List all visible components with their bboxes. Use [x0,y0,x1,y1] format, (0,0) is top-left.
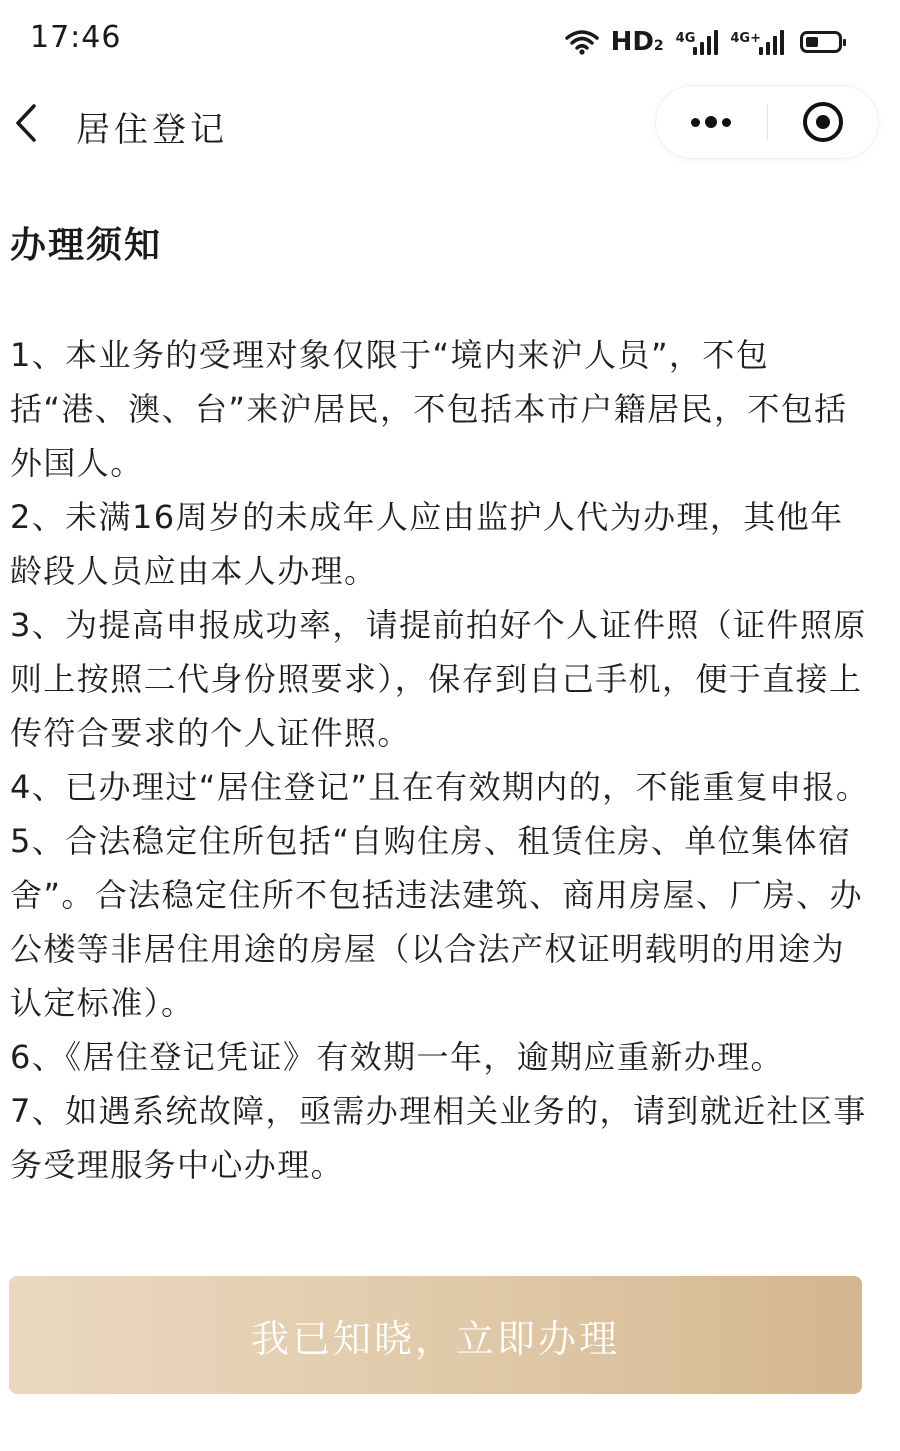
mini-program-capsule [656,86,878,158]
notice-item: 1、本业务的受理对象仅限于“境内来沪人员”，不包括“港、澳、台”来沪居民，不包括本市户籍居民，不包括外国人。 [10,336,848,482]
notice-item: 2、未满16周岁的未成年人应由监护人代为办理，其他年龄段人员应由本人办理。 [10,498,844,590]
back-button[interactable] [4,98,48,148]
status-icons [565,22,842,62]
signal-4g-plus: 4G+ [730,29,784,55]
more-button[interactable] [656,86,766,158]
nav-bar [0,84,900,164]
wifi-icon [565,29,599,55]
hd-indicator: HD2 [610,27,664,57]
signal-bars-icon [693,29,718,55]
close-mini-program-button[interactable] [768,86,878,158]
notice-item: 3、为提高申报成功率，请提前拍好个人证件照（证件照原则上按照二代身份照要求），保存到自己手机，便于直接上传符合要求的个人证件照。 [10,606,867,752]
notice-item: 4、已办理过“居住登记”且在有效期内的，不能重复申报。 [10,768,870,806]
notice-item: 6、《居住登记凭证》有效期一年，逾期应重新办理。 [10,1038,784,1076]
signal-bars-icon [759,29,784,55]
status-bar [0,0,900,84]
status-time: 17:46 [30,20,122,55]
target-circle-icon [803,102,843,142]
notice-item: 7、如遇系统故障，亟需办理相关业务的，请到就近社区事务受理服务中心办理。 [10,1092,867,1184]
page-title: 居住登记 [76,110,228,150]
notice-list [10,328,870,1192]
battery-icon [800,31,842,53]
notice-item: 5、合法稳定住所包括“自购住房、租赁住房、单位集体宿舍”。合法稳定住所不包括违法建筑、商用房屋、厂房、办公楼等非居住用途的房屋（以合法产权证明载明的用途为认定标准）。 [10,822,863,1022]
chevron-left-icon [14,103,38,143]
notice-heading: 办理须知 [10,225,163,266]
notice-content [10,222,870,1192]
signal-4g: 4G [676,29,719,55]
confirm-proceed-button[interactable]: 我已知晓，立即办理 [9,1276,862,1394]
